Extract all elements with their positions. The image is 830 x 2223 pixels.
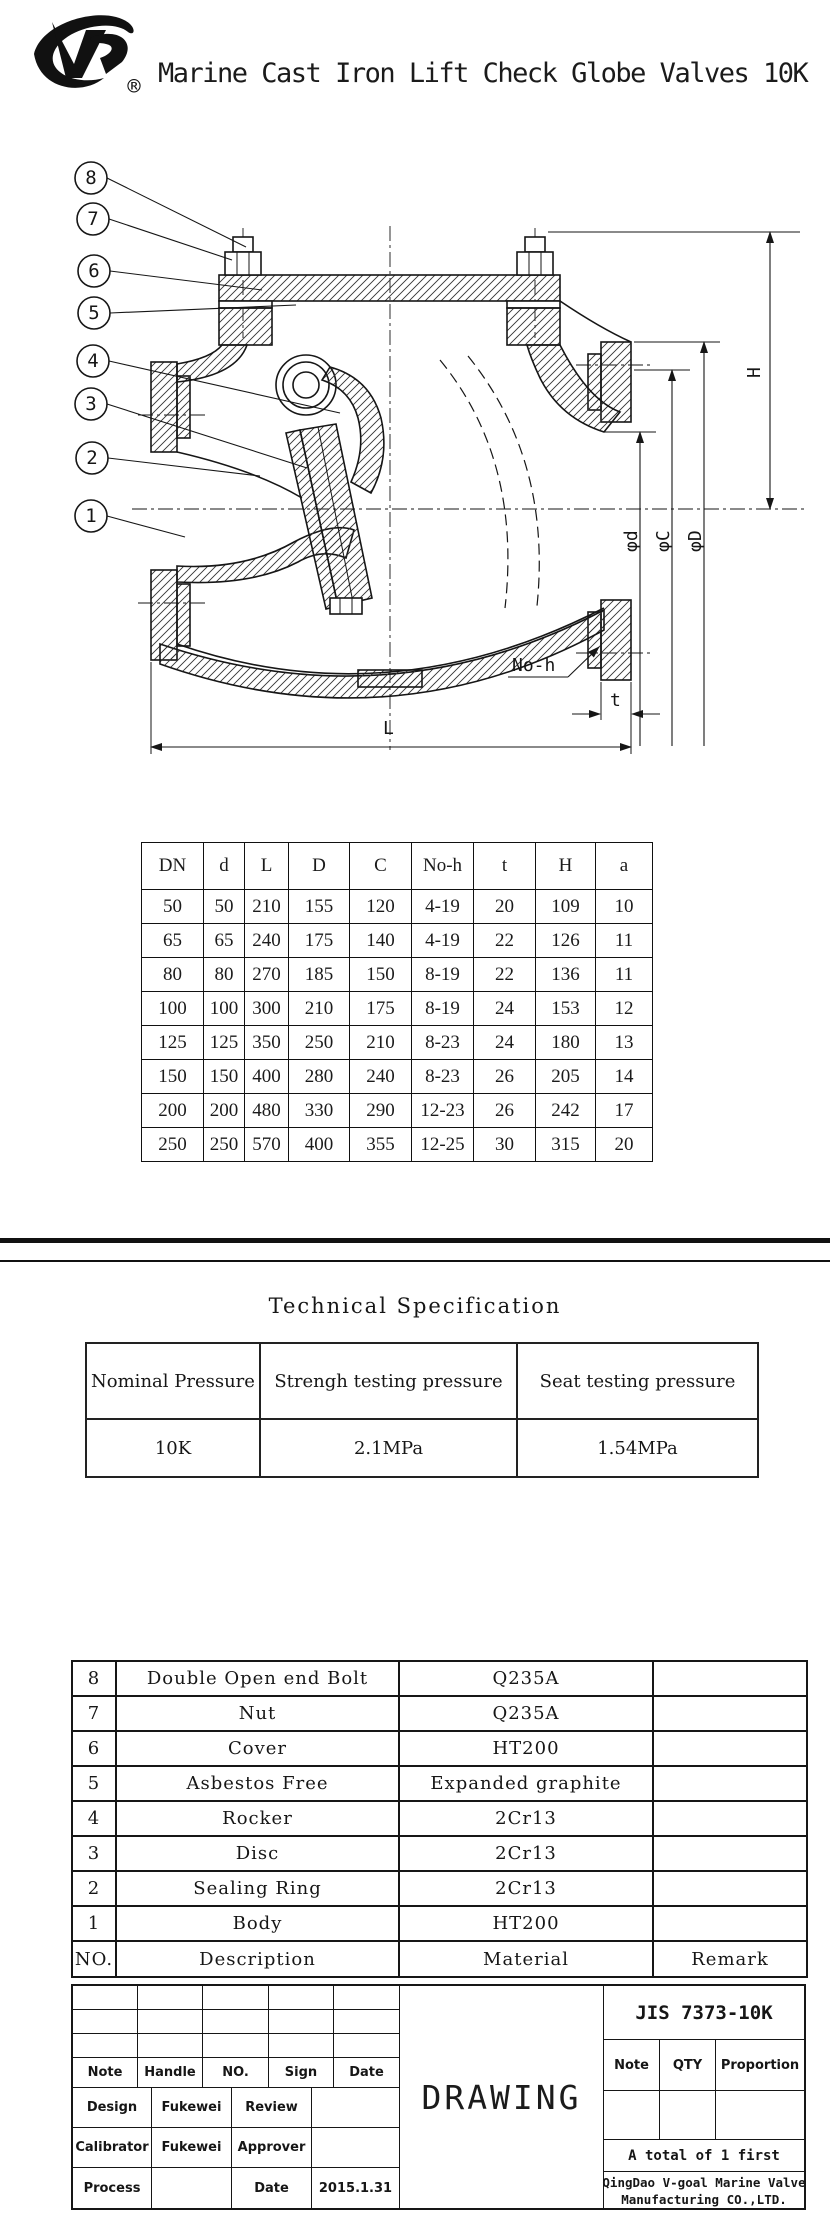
svg-text:7: 7	[87, 208, 99, 230]
table-cell: 3	[72, 1836, 116, 1871]
table-row	[142, 1128, 653, 1162]
standard-number: JIS 7373-10K	[635, 2001, 773, 2024]
approval-header-sign: Sign	[269, 2058, 334, 2088]
table-cell: 6	[72, 1731, 116, 1766]
calibrator-name: Fukewei	[152, 2128, 232, 2168]
table-cell: 210	[350, 1026, 412, 1060]
table-cell: 12-23	[412, 1094, 474, 1128]
table-cell: 355	[350, 1128, 412, 1162]
table-cell: 8-23	[412, 1026, 474, 1060]
table-cell: 50	[204, 890, 245, 924]
parts-list-table	[71, 1660, 808, 1978]
table-cell: HT200	[399, 1906, 653, 1941]
svg-text:8: 8	[85, 167, 97, 189]
cover-plate	[219, 275, 560, 301]
table-cell: Disc	[116, 1836, 399, 1871]
grid-cell	[203, 2010, 269, 2034]
page-title: Marine Cast Iron Lift Check Globe Valves 10K	[158, 58, 808, 89]
registered-mark: ®	[127, 75, 141, 98]
value-cell: 10K	[86, 1419, 260, 1477]
bolt-left	[225, 237, 261, 275]
col-header: Nominal Pressure	[86, 1343, 260, 1419]
table-cell: Rocker	[116, 1801, 399, 1836]
table-cell: Cover	[116, 1731, 399, 1766]
table-cell: 150	[350, 958, 412, 992]
inlet-flange	[151, 362, 190, 660]
table-row	[72, 1801, 807, 1836]
valve-body	[160, 301, 631, 698]
svg-text:5: 5	[88, 302, 100, 324]
table-cell	[653, 1801, 807, 1836]
qty-header-note: Note	[604, 2040, 660, 2091]
table-cell: Q235A	[399, 1661, 653, 1696]
table-cell: 290	[350, 1094, 412, 1128]
table-cell: 100	[204, 992, 245, 1026]
approval-header-note: Note	[73, 2058, 138, 2088]
parts-list-footer	[72, 1941, 807, 1977]
callout-1	[75, 500, 185, 537]
table-cell: 10	[596, 890, 653, 924]
table-cell: 24	[474, 992, 536, 1026]
tech-spec-header	[86, 1343, 758, 1419]
table-cell: 350	[245, 1026, 289, 1060]
table-cell: 180	[536, 1026, 596, 1060]
table-cell: 125	[142, 1026, 204, 1060]
table-cell: 250	[204, 1128, 245, 1162]
table-cell: 100	[142, 992, 204, 1026]
callout-7	[77, 203, 232, 260]
table-row	[142, 992, 653, 1026]
grid-cell	[138, 1986, 203, 2010]
table-cell: 4	[72, 1801, 116, 1836]
svg-text:4: 4	[87, 350, 99, 372]
qty-header-qty: QTY	[660, 2040, 716, 2091]
svg-text:6: 6	[88, 260, 100, 282]
label-phi-D: φD	[685, 530, 706, 552]
table-cell: 17	[596, 1094, 653, 1128]
table-row	[72, 1766, 807, 1801]
label-L: L	[383, 718, 394, 739]
body-neck-right	[507, 308, 560, 345]
qty-value-note	[604, 2091, 660, 2140]
disc-hidden-arc	[440, 360, 508, 608]
table-cell	[653, 1871, 807, 1906]
table-row	[72, 1906, 807, 1941]
approval-header-handle: Handle	[138, 2058, 203, 2088]
gasket-right	[507, 301, 560, 308]
drawing-word: DRAWING	[421, 2078, 582, 2117]
grid-cell	[138, 2010, 203, 2034]
table-cell: Double Open end Bolt	[116, 1661, 399, 1696]
approval-header-no: NO.	[203, 2058, 269, 2088]
grid-cell	[269, 1986, 334, 2010]
qty-header-proportion: Proportion	[716, 2040, 804, 2091]
table-cell: 65	[204, 924, 245, 958]
table-cell: 240	[350, 1060, 412, 1094]
table-cell: 20	[474, 890, 536, 924]
table-cell: 250	[142, 1128, 204, 1162]
value-cell: 2.1MPa	[260, 1419, 517, 1477]
col-header: t	[474, 843, 536, 890]
table-cell: 205	[536, 1060, 596, 1094]
approver-value	[312, 2128, 400, 2168]
table-cell: 240	[245, 924, 289, 958]
col-header: Seat testing pressure	[517, 1343, 758, 1419]
cover-assembly	[219, 275, 560, 345]
table-cell: 210	[245, 890, 289, 924]
table-cell: 315	[536, 1128, 596, 1162]
table-cell: 150	[142, 1060, 204, 1094]
table-cell: 80	[204, 958, 245, 992]
col-header: D	[289, 843, 350, 890]
table-cell: 109	[536, 890, 596, 924]
col-header: DN	[142, 843, 204, 890]
table-cell: 480	[245, 1094, 289, 1128]
dimension-table-header	[142, 843, 653, 890]
label-H: H	[744, 367, 765, 378]
tech-spec-title: Technical Specification	[268, 1294, 562, 1318]
table-cell: 11	[596, 958, 653, 992]
table-cell: 50	[142, 890, 204, 924]
table-row	[72, 1731, 807, 1766]
col-header: Strengh testing pressure	[260, 1343, 517, 1419]
table-cell: 65	[142, 924, 204, 958]
table-cell: 8	[72, 1661, 116, 1696]
qty-value-proportion	[716, 2091, 804, 2140]
dimension-table	[141, 842, 653, 1162]
table-cell: 26	[474, 1060, 536, 1094]
table-cell: 270	[245, 958, 289, 992]
label-t: t	[610, 690, 621, 711]
grid-cell	[334, 2034, 400, 2058]
col-header: a	[596, 843, 653, 890]
table-cell: 7	[72, 1696, 116, 1731]
approver-label: Approver	[232, 2128, 312, 2168]
table-cell: 13	[596, 1026, 653, 1060]
table-cell: 280	[289, 1060, 350, 1094]
date-label: Date	[232, 2168, 312, 2209]
table-cell: 12-25	[412, 1128, 474, 1162]
grid-cell	[334, 2010, 400, 2034]
grid-cell	[203, 1986, 269, 2010]
dim-t	[572, 682, 660, 720]
table-cell	[653, 1696, 807, 1731]
table-row	[142, 1094, 653, 1128]
grid-cell	[334, 1986, 400, 2010]
tech-spec-values	[86, 1419, 758, 1477]
table-row	[142, 924, 653, 958]
value-cell: 1.54MPa	[517, 1419, 758, 1477]
table-cell: 22	[474, 924, 536, 958]
table-cell: 175	[350, 992, 412, 1026]
section-divider-thick	[0, 1238, 830, 1243]
valve-section-drawing	[0, 78, 830, 772]
process-label: Process	[73, 2168, 152, 2209]
table-cell: Expanded graphite	[399, 1766, 653, 1801]
table-cell	[653, 1731, 807, 1766]
table-cell: 26	[474, 1094, 536, 1128]
table-cell: 8-23	[412, 1060, 474, 1094]
col-header: C	[350, 843, 412, 890]
table-cell: 80	[142, 958, 204, 992]
table-cell: Asbestos Free	[116, 1766, 399, 1801]
section-divider-thin	[0, 1260, 830, 1262]
design-name: Fukewei	[152, 2088, 232, 2128]
company-name: QingDao V-goal Marine Valve Manufacturing CO.,LTD.	[602, 2174, 806, 2207]
table-cell: 300	[245, 992, 289, 1026]
table-cell: 136	[536, 958, 596, 992]
calibrator-label: Calibrator	[73, 2128, 152, 2168]
table-cell: 185	[289, 958, 350, 992]
table-cell: 2Cr13	[399, 1801, 653, 1836]
col-header: L	[245, 843, 289, 890]
label-phi-C: φC	[653, 530, 674, 552]
bolt-right	[517, 237, 553, 275]
col-header: NO.	[72, 1941, 116, 1977]
date-value: 2015.1.31	[312, 2168, 400, 2209]
col-header: d	[204, 843, 245, 890]
table-cell: 2	[72, 1871, 116, 1906]
table-row	[142, 890, 653, 924]
table-cell: 200	[142, 1094, 204, 1128]
col-header: H	[536, 843, 596, 890]
table-cell: 150	[204, 1060, 245, 1094]
table-cell: 175	[289, 924, 350, 958]
table-cell: 400	[245, 1060, 289, 1094]
label-phi-d: φd	[621, 530, 642, 552]
svg-text:2: 2	[86, 447, 98, 469]
table-cell: 140	[350, 924, 412, 958]
table-cell: 30	[474, 1128, 536, 1162]
grid-cell	[203, 2034, 269, 2058]
qty-value-qty	[660, 2091, 716, 2140]
col-header: Description	[116, 1941, 399, 1977]
grid-cell	[269, 2010, 334, 2034]
table-cell: 570	[245, 1128, 289, 1162]
grid-cell	[73, 2034, 138, 2058]
table-cell: 1	[72, 1906, 116, 1941]
table-cell	[653, 1906, 807, 1941]
review-value	[312, 2088, 400, 2128]
grid-cell	[73, 2010, 138, 2034]
table-cell: 120	[350, 890, 412, 924]
svg-text:3: 3	[85, 393, 97, 415]
title-block	[71, 1984, 806, 2210]
table-row	[142, 1060, 653, 1094]
table-cell: 5	[72, 1766, 116, 1801]
table-row	[72, 1696, 807, 1731]
table-cell: 20	[596, 1128, 653, 1162]
table-cell: 200	[204, 1094, 245, 1128]
approval-header-date: Date	[334, 2058, 400, 2088]
table-cell: 2Cr13	[399, 1836, 653, 1871]
table-cell: 4-19	[412, 924, 474, 958]
table-cell: 242	[536, 1094, 596, 1128]
table-cell: 153	[536, 992, 596, 1026]
svg-text:1: 1	[85, 505, 97, 527]
table-cell: 8-19	[412, 958, 474, 992]
body-neck-left	[219, 308, 272, 345]
col-header: No-h	[412, 843, 474, 890]
table-cell: 11	[596, 924, 653, 958]
col-header: Material	[399, 1941, 653, 1977]
grid-cell	[73, 1986, 138, 2010]
table-cell: 400	[289, 1128, 350, 1162]
grid-cell	[138, 2034, 203, 2058]
grid-cell	[269, 2034, 334, 2058]
table-cell	[653, 1766, 807, 1801]
table-cell: 250	[289, 1026, 350, 1060]
table-cell	[653, 1836, 807, 1871]
table-cell: Sealing Ring	[116, 1871, 399, 1906]
table-cell: 12	[596, 992, 653, 1026]
table-cell: 210	[289, 992, 350, 1026]
review-label: Review	[232, 2088, 312, 2128]
table-row	[72, 1871, 807, 1906]
table-cell: 24	[474, 1026, 536, 1060]
table-cell: HT200	[399, 1731, 653, 1766]
table-cell: 22	[474, 958, 536, 992]
table-cell: 125	[204, 1026, 245, 1060]
process-name	[152, 2168, 232, 2209]
table-cell: 126	[536, 924, 596, 958]
disc-hidden-arc	[468, 356, 539, 606]
table-row	[142, 958, 653, 992]
table-cell	[653, 1661, 807, 1696]
total-note: A total of 1 first	[628, 2147, 780, 2164]
table-cell: 2Cr13	[399, 1871, 653, 1906]
table-row	[72, 1661, 807, 1696]
table-cell: Q235A	[399, 1696, 653, 1731]
table-cell: 8-19	[412, 992, 474, 1026]
table-row	[72, 1836, 807, 1871]
label-no-h: No-h	[512, 655, 556, 676]
tech-spec-table	[85, 1342, 759, 1478]
table-cell: Nut	[116, 1696, 399, 1731]
table-cell: 155	[289, 890, 350, 924]
table-row	[142, 1026, 653, 1060]
col-header: Remark	[653, 1941, 807, 1977]
table-cell: 4-19	[412, 890, 474, 924]
table-cell: 14	[596, 1060, 653, 1094]
table-cell: Body	[116, 1906, 399, 1941]
table-cell: 330	[289, 1094, 350, 1128]
design-label: Design	[73, 2088, 152, 2128]
